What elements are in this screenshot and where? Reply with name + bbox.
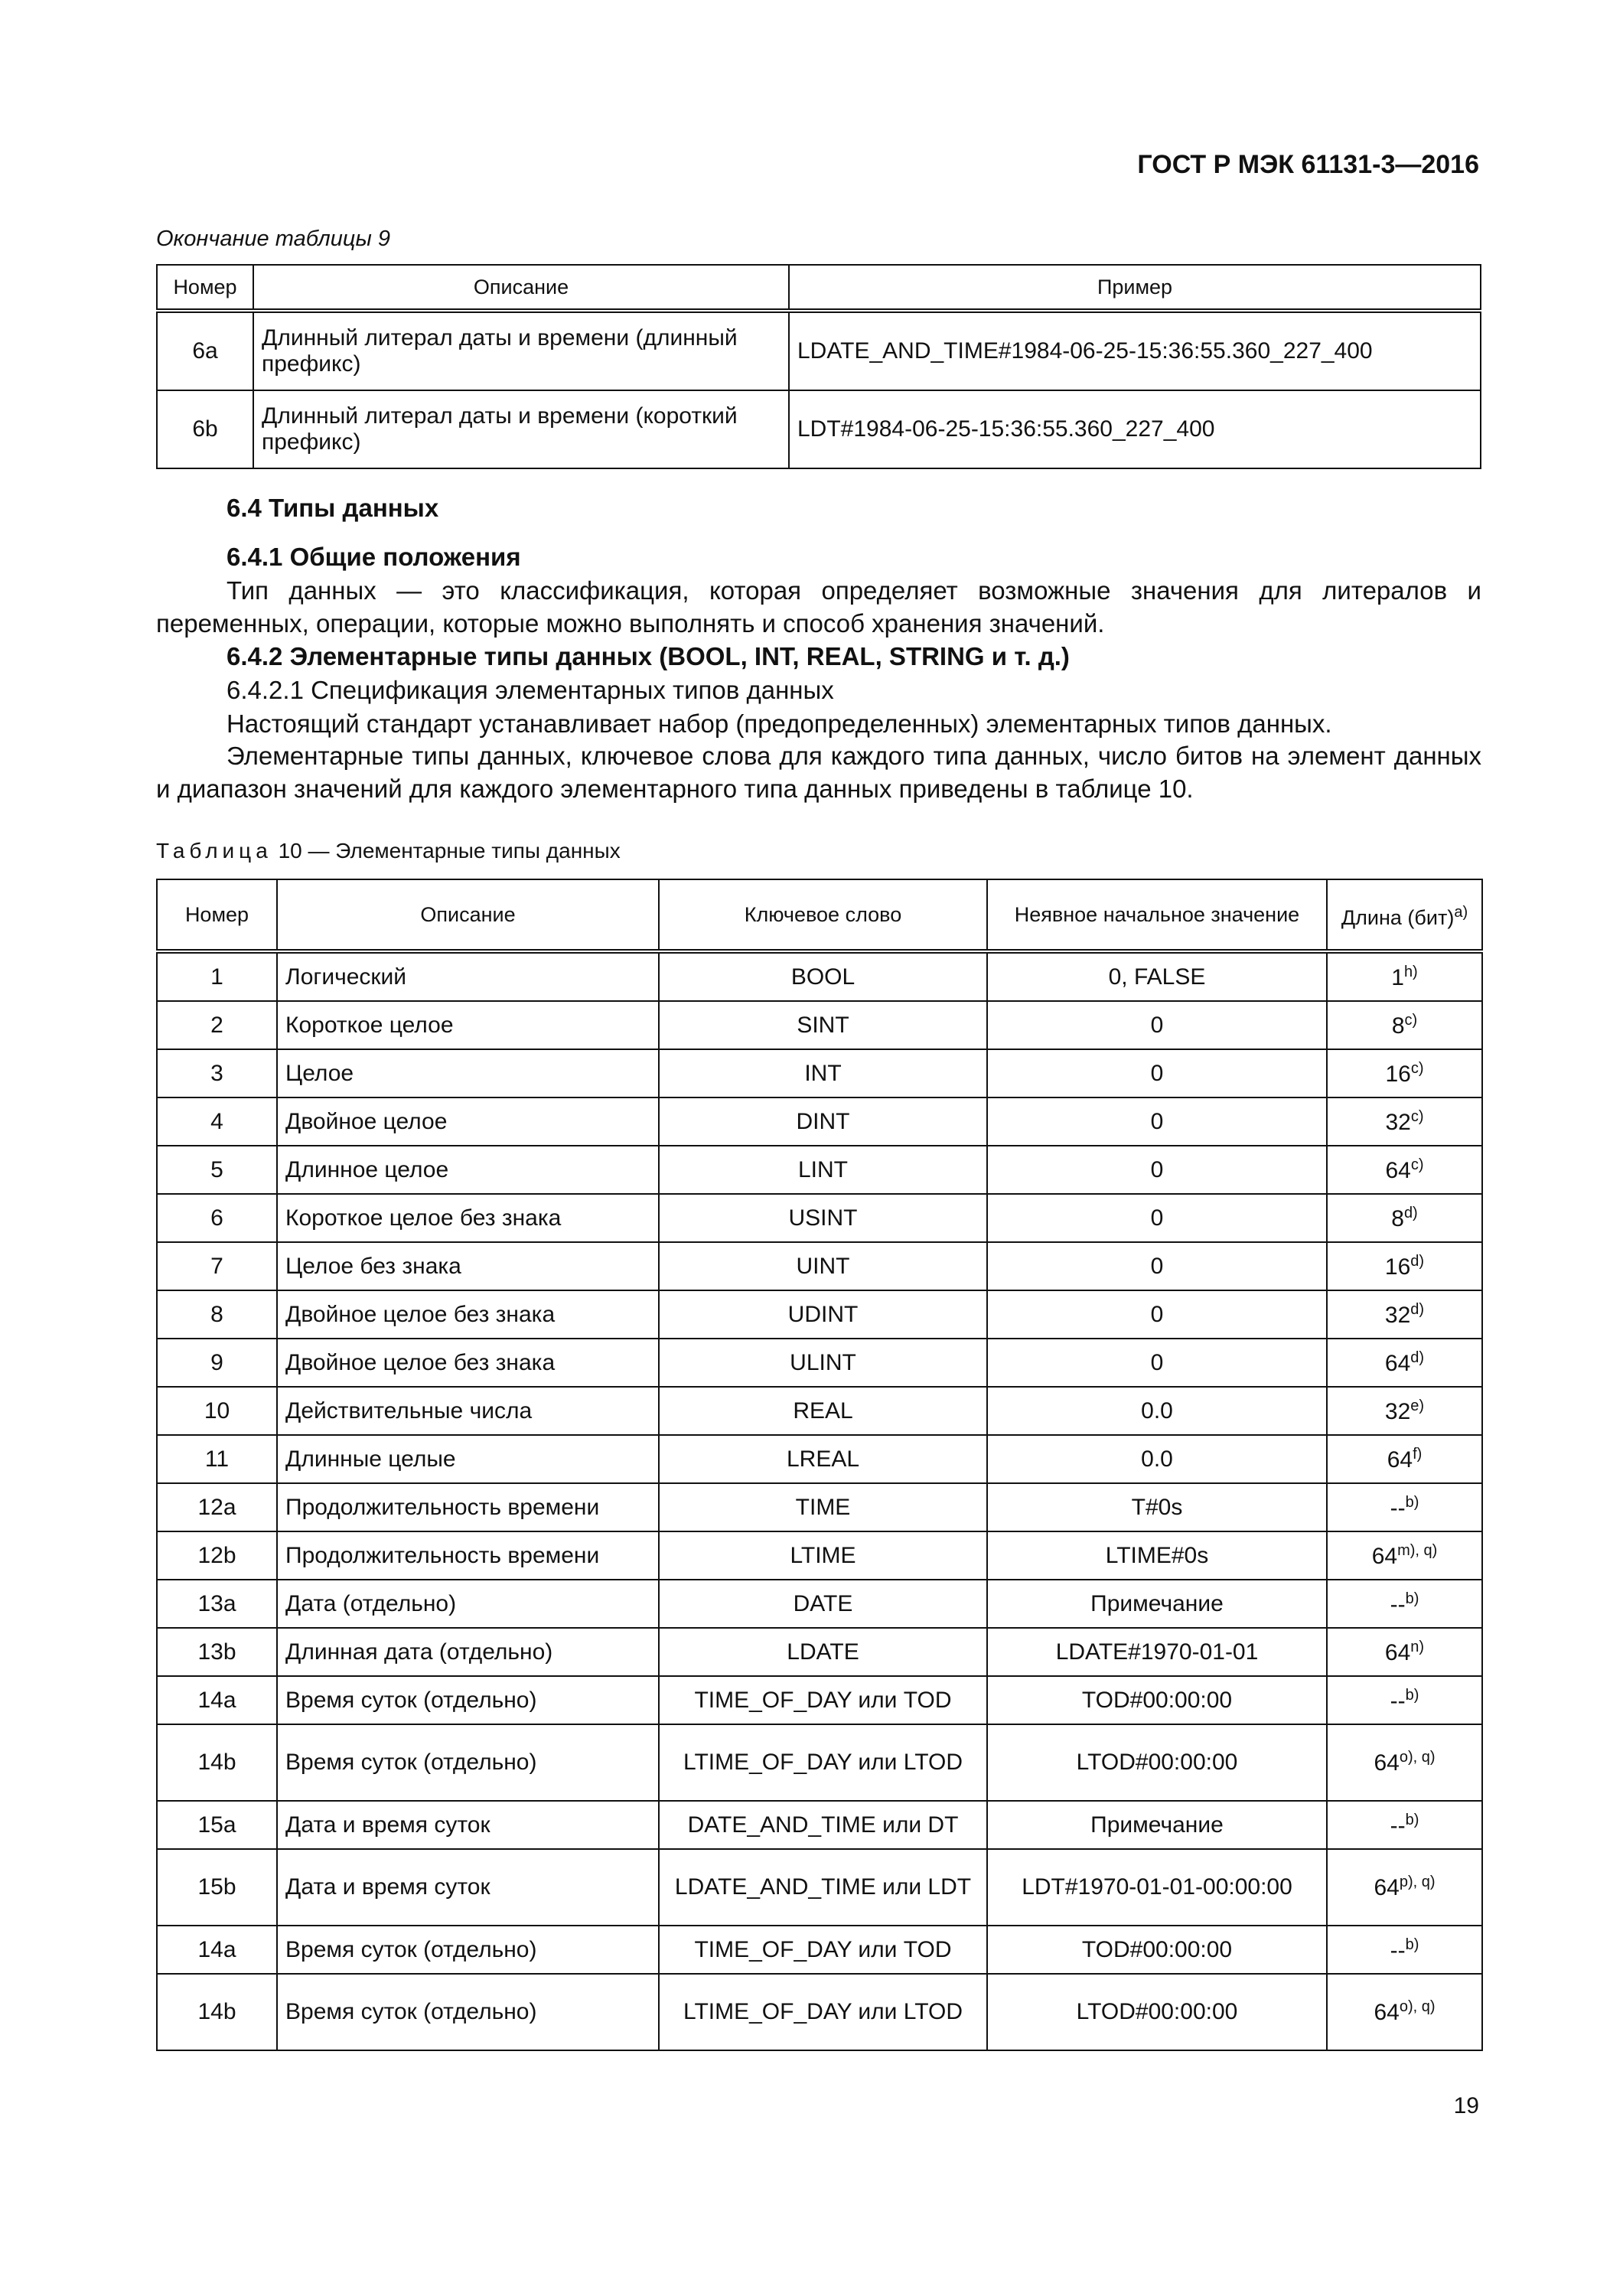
cell-length: 8$^{c)}$ — [1327, 1001, 1482, 1049]
cell-num: 14b — [157, 1974, 277, 2050]
table-row — [157, 1242, 1482, 1290]
cell-keyword: BOOL — [659, 951, 987, 1001]
table-row — [157, 1483, 1482, 1531]
cell-length: 64$^{c)}$ — [1327, 1146, 1482, 1194]
cell-desc: Дата (отдельно) — [277, 1580, 659, 1628]
cell-initial: LTOD#00:00:00 — [987, 1974, 1327, 2050]
table-row — [157, 1926, 1482, 1974]
table-row — [157, 1974, 1482, 2050]
table-row — [157, 1724, 1482, 1801]
cell-num: 1 — [157, 951, 277, 1001]
cell-desc: Дата и время суток — [277, 1801, 659, 1849]
table10-caption — [156, 839, 621, 863]
cell-num: 11 — [157, 1435, 277, 1483]
paragraph-standard-set: Настоящий стандарт устанавливает набор (предопределенных) элементарных типов данных. — [227, 709, 1332, 738]
cell-num: 5 — [157, 1146, 277, 1194]
table-10 — [156, 879, 1483, 2051]
table10-caption-title: 10 — Элементарные типы данных — [278, 839, 621, 863]
cell-initial: 0 — [987, 1242, 1327, 1290]
cell-initial: 0 — [987, 1001, 1327, 1049]
cell-keyword: SINT — [659, 1001, 987, 1049]
cell-desc: Целое без знака — [277, 1242, 659, 1290]
table-row — [157, 311, 1481, 390]
cell-num: 3 — [157, 1049, 277, 1097]
cell-keyword: LTIME — [659, 1531, 987, 1580]
paragraph-table-reference: Элементарные типы данных, ключевое слова для каждого типа данных, число битов на элемент данных и диапазон значений для каждого элементарного типа данных приведены в таблице 10. — [156, 742, 1481, 803]
cell-desc: Короткое целое без знака — [277, 1194, 659, 1242]
cell-keyword: LDATE_AND_TIME или LDT — [659, 1849, 987, 1926]
cell-length: 64$^{d)}$ — [1327, 1339, 1482, 1387]
cell-length: --$^{b)}$ — [1327, 1926, 1482, 1974]
cell-initial: 0 — [987, 1194, 1327, 1242]
cell-keyword: LINT — [659, 1146, 987, 1194]
cell-initial: LTOD#00:00:00 — [987, 1724, 1327, 1801]
column-header: Номер — [157, 265, 253, 311]
heading-6-4-2-1: 6.4.2.1 Спецификация элементарных типов данных — [227, 676, 834, 704]
cell-keyword: ULINT — [659, 1339, 987, 1387]
cell-initial: LDT#1970-01-01-00:00:00 — [987, 1849, 1327, 1926]
cell-length: $64^{o), q)}$ — [1327, 1974, 1482, 2050]
cell-keyword: DINT — [659, 1097, 987, 1146]
cell-keyword: LTIME_OF_DAY или LTOD — [659, 1974, 987, 2050]
cell-initial: T#0s — [987, 1483, 1327, 1531]
cell-length: --$^{b)}$ — [1327, 1483, 1482, 1531]
cell-desc: Логический — [277, 951, 659, 1001]
table-row — [157, 1001, 1482, 1049]
cell-desc: Время суток (отдельно) — [277, 1676, 659, 1724]
cell-length: $64^{m), q)}$ — [1327, 1531, 1482, 1580]
table10-caption-prefix: Таблица — [156, 839, 272, 863]
cell-initial: Примечание — [987, 1580, 1327, 1628]
cell-keyword: LREAL — [659, 1435, 987, 1483]
cell-num: 14a — [157, 1676, 277, 1724]
cell-desc: Время суток (отдельно) — [277, 1926, 659, 1974]
cell-keyword: USINT — [659, 1194, 987, 1242]
cell-num: 9 — [157, 1339, 277, 1387]
cell-num: 12a — [157, 1483, 277, 1531]
cell-initial: 0.0 — [987, 1387, 1327, 1435]
cell-num: 13a — [157, 1580, 277, 1628]
cell-example: LDT#1984-06-25-15:36:55.360_227_400 — [789, 390, 1481, 468]
table-row — [157, 1849, 1482, 1926]
cell-num: 12b — [157, 1531, 277, 1580]
cell-keyword: TIME_OF_DAY или TOD — [659, 1926, 987, 1974]
cell-length: 64$^{n)}$ — [1327, 1628, 1482, 1676]
cell-desc: Дата и время суток — [277, 1849, 659, 1926]
cell-num: 10 — [157, 1387, 277, 1435]
cell-initial: TOD#00:00:00 — [987, 1926, 1327, 1974]
cell-keyword: TIME_OF_DAY или TOD — [659, 1676, 987, 1724]
paragraph-definition: Тип данных — это классификация, которая определяет возможные значения для литералов и переменных, операции, которые можно выполнять и способ хранения значений. — [156, 576, 1481, 638]
cell-desc: Двойное целое — [277, 1097, 659, 1146]
cell-length: 32$^{e)}$ — [1327, 1387, 1482, 1435]
cell-example: LDATE_AND_TIME#1984-06-25-15:36:55.360_227_400 — [789, 311, 1481, 390]
table-row — [157, 1146, 1482, 1194]
cell-desc: Короткое целое — [277, 1001, 659, 1049]
column-header-length: Длина (бит)$^{a)}$ — [1327, 879, 1482, 951]
table-row — [157, 1628, 1482, 1676]
column-header-desc: Описание — [277, 879, 659, 951]
cell-length: 16$^{d)}$ — [1327, 1242, 1482, 1290]
table-row — [157, 1580, 1482, 1628]
cell-length: 1$^{h)}$ — [1327, 951, 1482, 1001]
cell-desc: Длинный литерал даты и времени (короткий префикс) — [253, 390, 789, 468]
cell-length: 32$^{d)}$ — [1327, 1290, 1482, 1339]
table-9 — [156, 264, 1481, 469]
table-row — [157, 1531, 1482, 1580]
heading-6-4-2: 6.4.2 Элементарные типы данных (BOOL, INT, REAL, STRING и т. д.) — [227, 642, 1070, 670]
cell-desc: Продолжительность времени — [277, 1483, 659, 1531]
table-row — [157, 1049, 1482, 1097]
cell-length: 8$^{d)}$ — [1327, 1194, 1482, 1242]
cell-desc: Длинный литерал даты и времени (длинный префикс) — [253, 311, 789, 390]
cell-desc: Длинное целое — [277, 1146, 659, 1194]
cell-length: --$^{b)}$ — [1327, 1580, 1482, 1628]
cell-num: 2 — [157, 1001, 277, 1049]
cell-desc: Время суток (отдельно) — [277, 1724, 659, 1801]
cell-num: 7 — [157, 1242, 277, 1290]
cell-desc: Двойное целое без знака — [277, 1290, 659, 1339]
table9-caption: Окончание таблицы 9 — [156, 227, 390, 251]
cell-initial: 0 — [987, 1097, 1327, 1146]
cell-keyword: DATE — [659, 1580, 987, 1628]
cell-desc: Двойное целое без знака — [277, 1339, 659, 1387]
cell-desc: Время суток (отдельно) — [277, 1974, 659, 2050]
column-header-initial: Неявное начальное значение — [987, 879, 1327, 951]
column-header-num: Номер — [157, 879, 277, 951]
cell-num: 8 — [157, 1290, 277, 1339]
cell-desc: Длинные целые — [277, 1435, 659, 1483]
cell-initial: Примечание — [987, 1801, 1327, 1849]
cell-keyword: UDINT — [659, 1290, 987, 1339]
table-row — [157, 1387, 1482, 1435]
table-row — [157, 1676, 1482, 1724]
cell-length: 32$^{c)}$ — [1327, 1097, 1482, 1146]
cell-length: 64$^{f)}$ — [1327, 1435, 1482, 1483]
cell-desc: Действительные числа — [277, 1387, 659, 1435]
cell-num: 6a — [157, 311, 253, 390]
cell-length: --$^{b)}$ — [1327, 1801, 1482, 1849]
table-row — [157, 390, 1481, 468]
heading-6-4-1: 6.4.1 Общие положения — [227, 543, 521, 571]
cell-num: 14a — [157, 1926, 277, 1974]
cell-initial: 0.0 — [987, 1435, 1327, 1483]
table-row — [157, 1194, 1482, 1242]
table-row — [157, 1290, 1482, 1339]
cell-length: 16$^{c)}$ — [1327, 1049, 1482, 1097]
heading-6-4: 6.4 Типы данных — [227, 494, 439, 522]
cell-initial: LDATE#1970-01-01 — [987, 1628, 1327, 1676]
cell-keyword: UINT — [659, 1242, 987, 1290]
table-row — [157, 1339, 1482, 1387]
cell-num: 6b — [157, 390, 253, 468]
cell-num: 4 — [157, 1097, 277, 1146]
column-header-keyword: Ключевое слово — [659, 879, 987, 951]
cell-initial: 0 — [987, 1290, 1327, 1339]
cell-initial: 0 — [987, 1146, 1327, 1194]
table-row — [157, 1435, 1482, 1483]
cell-num: 13b — [157, 1628, 277, 1676]
cell-length: $64^{p), q)}$ — [1327, 1849, 1482, 1926]
cell-num: 6 — [157, 1194, 277, 1242]
page-number: 19 — [1453, 2093, 1479, 2118]
cell-initial: 0 — [987, 1049, 1327, 1097]
cell-keyword: REAL — [659, 1387, 987, 1435]
cell-initial: LTIME#0s — [987, 1531, 1327, 1580]
table-row — [157, 951, 1482, 1001]
cell-keyword: LTIME_OF_DAY или LTOD — [659, 1724, 987, 1801]
cell-keyword: LDATE — [659, 1628, 987, 1676]
cell-num: 14b — [157, 1724, 277, 1801]
cell-num: 15b — [157, 1849, 277, 1926]
cell-keyword: INT — [659, 1049, 987, 1097]
cell-length: --$^{b)}$ — [1327, 1676, 1482, 1724]
cell-initial: 0 — [987, 1339, 1327, 1387]
cell-initial: 0, FALSE — [987, 951, 1327, 1001]
cell-initial: TOD#00:00:00 — [987, 1676, 1327, 1724]
column-header: Пример — [789, 265, 1481, 311]
cell-keyword: TIME — [659, 1483, 987, 1531]
table-row — [157, 1801, 1482, 1849]
cell-desc: Целое — [277, 1049, 659, 1097]
cell-num: 15a — [157, 1801, 277, 1849]
standard-header: ГОСТ Р МЭК 61131-3—2016 — [1137, 150, 1479, 179]
column-header: Описание — [253, 265, 789, 311]
table-row — [157, 1097, 1482, 1146]
cell-keyword: DATE_AND_TIME или DT — [659, 1801, 987, 1849]
cell-length: $64^{o), q)}$ — [1327, 1724, 1482, 1801]
cell-desc: Длинная дата (отдельно) — [277, 1628, 659, 1676]
cell-desc: Продолжительность времени — [277, 1531, 659, 1580]
